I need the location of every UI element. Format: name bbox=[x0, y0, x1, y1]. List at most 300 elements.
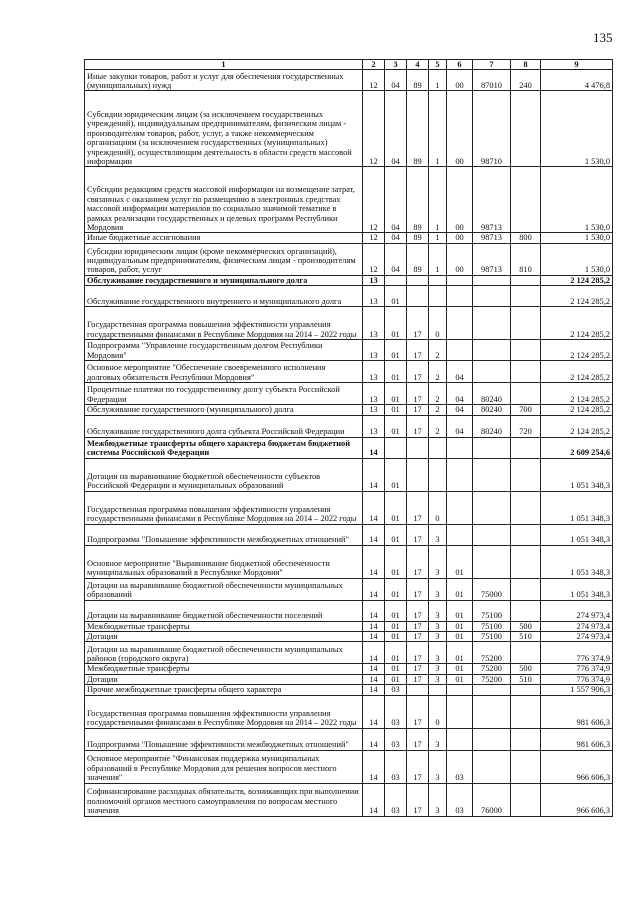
amount-cell: 776 374,9 bbox=[541, 642, 613, 664]
table-row bbox=[85, 621, 613, 631]
expense-type-cell bbox=[511, 783, 541, 816]
subsection-cell: 01 bbox=[385, 674, 407, 684]
program-cell bbox=[407, 275, 429, 285]
activity-cell: 04 bbox=[447, 405, 473, 415]
subprogram-cell: 1 bbox=[429, 91, 447, 167]
subprogram-cell: 0 bbox=[429, 695, 447, 728]
section-cell: 14 bbox=[363, 685, 385, 695]
subprogram-cell: 2 bbox=[429, 361, 447, 383]
direction-cell: 80240 bbox=[473, 383, 511, 405]
direction-cell: 75200 bbox=[473, 664, 511, 674]
subsection-cell: 04 bbox=[385, 70, 407, 91]
subsection-cell: 01 bbox=[385, 578, 407, 600]
amount-cell: 2 124 285,2 bbox=[541, 415, 613, 437]
subprogram-cell: 3 bbox=[429, 632, 447, 642]
subsection-cell: 03 bbox=[385, 783, 407, 816]
table-row bbox=[85, 600, 613, 621]
program-cell: 17 bbox=[407, 491, 429, 524]
row-name-cell: Государственная программа повышения эффективности управления государственными финансами в Республике Мордовия на 2014 – 2022 годы bbox=[85, 491, 363, 524]
row-name-cell: Межбюджетные трансферты bbox=[85, 621, 363, 631]
section-cell: 13 bbox=[363, 340, 385, 361]
row-name-cell: Основное мероприятие "Обеспечение своевременного исполнения долговых обязательств Республики Мордовия" bbox=[85, 361, 363, 383]
subprogram-cell bbox=[429, 286, 447, 307]
header-cell: 1 bbox=[85, 60, 363, 70]
amount-cell: 2 124 285,2 bbox=[541, 383, 613, 405]
subprogram-cell: 3 bbox=[429, 578, 447, 600]
direction-cell: 98713 bbox=[473, 243, 511, 275]
direction-cell: 80240 bbox=[473, 415, 511, 437]
amount-cell: 1 051 348,3 bbox=[541, 578, 613, 600]
section-cell: 14 bbox=[363, 545, 385, 578]
activity-cell: 01 bbox=[447, 632, 473, 642]
expense-type-cell bbox=[511, 91, 541, 167]
section-cell: 12 bbox=[363, 243, 385, 275]
subprogram-cell bbox=[429, 275, 447, 285]
program-cell: 17 bbox=[407, 783, 429, 816]
table-row bbox=[85, 405, 613, 415]
program-cell: 17 bbox=[407, 340, 429, 361]
row-name-cell: Основное мероприятие "Выравнивание бюджетной обеспеченности муниципальных образований в Республике Мордовия" bbox=[85, 545, 363, 578]
amount-cell: 1 051 348,3 bbox=[541, 491, 613, 524]
subprogram-cell: 3 bbox=[429, 545, 447, 578]
amount-cell: 981 606,3 bbox=[541, 695, 613, 728]
table-row bbox=[85, 307, 613, 340]
program-cell: 17 bbox=[407, 674, 429, 684]
direction-cell: 75100 bbox=[473, 621, 511, 631]
expense-type-cell bbox=[511, 545, 541, 578]
amount-cell: 274 973,4 bbox=[541, 621, 613, 631]
section-cell: 13 bbox=[363, 307, 385, 340]
activity-cell bbox=[447, 524, 473, 545]
expense-type-cell bbox=[511, 578, 541, 600]
program-cell: 17 bbox=[407, 545, 429, 578]
expense-type-cell bbox=[511, 600, 541, 621]
row-name-cell: Обслуживание государственного (муниципального) долга bbox=[85, 405, 363, 415]
table-row bbox=[85, 750, 613, 783]
section-cell: 14 bbox=[363, 728, 385, 750]
direction-cell bbox=[473, 458, 511, 491]
header-cell: 8 bbox=[511, 60, 541, 70]
table-row bbox=[85, 91, 613, 167]
activity-cell: 01 bbox=[447, 642, 473, 664]
table-row bbox=[85, 361, 613, 383]
activity-cell: 00 bbox=[447, 233, 473, 243]
expense-type-cell: 500 bbox=[511, 664, 541, 674]
subsection-cell: 03 bbox=[385, 728, 407, 750]
table-row bbox=[85, 233, 613, 243]
subsection-cell: 01 bbox=[385, 491, 407, 524]
subprogram-cell: 3 bbox=[429, 642, 447, 664]
activity-cell bbox=[447, 275, 473, 285]
direction-cell bbox=[473, 307, 511, 340]
direction-cell: 98710 bbox=[473, 91, 511, 167]
direction-cell bbox=[473, 361, 511, 383]
program-cell: 17 bbox=[407, 361, 429, 383]
row-name-cell: Дотации на выравнивание бюджетной обеспеченности муниципальных районов (городского округа) bbox=[85, 642, 363, 664]
program-cell: 17 bbox=[407, 578, 429, 600]
activity-cell: 00 bbox=[447, 70, 473, 91]
expense-type-cell bbox=[511, 524, 541, 545]
expense-type-cell: 510 bbox=[511, 674, 541, 684]
direction-cell bbox=[473, 545, 511, 578]
subprogram-cell: 3 bbox=[429, 674, 447, 684]
subsection-cell: 01 bbox=[385, 632, 407, 642]
subsection-cell: 01 bbox=[385, 286, 407, 307]
direction-cell: 75100 bbox=[473, 632, 511, 642]
expense-type-cell bbox=[511, 728, 541, 750]
table-row bbox=[85, 674, 613, 684]
table-row bbox=[85, 695, 613, 728]
direction-cell bbox=[473, 750, 511, 783]
activity-cell bbox=[447, 458, 473, 491]
expense-type-cell bbox=[511, 437, 541, 458]
section-cell: 14 bbox=[363, 664, 385, 674]
table-row bbox=[85, 524, 613, 545]
activity-cell: 04 bbox=[447, 383, 473, 405]
expense-type-cell: 810 bbox=[511, 243, 541, 275]
expense-type-cell bbox=[511, 361, 541, 383]
expense-type-cell bbox=[511, 695, 541, 728]
table-row bbox=[85, 545, 613, 578]
program-cell: 17 bbox=[407, 383, 429, 405]
row-name-cell: Иные бюджетные ассигнования bbox=[85, 233, 363, 243]
activity-cell: 01 bbox=[447, 600, 473, 621]
amount-cell: 2 124 285,2 bbox=[541, 286, 613, 307]
amount-cell: 2 124 285,2 bbox=[541, 340, 613, 361]
program-cell: 17 bbox=[407, 524, 429, 545]
program-cell bbox=[407, 286, 429, 307]
table-row bbox=[85, 642, 613, 664]
amount-cell: 2 609 254,6 bbox=[541, 437, 613, 458]
expense-type-cell bbox=[511, 286, 541, 307]
direction-cell: 98713 bbox=[473, 167, 511, 233]
row-name-cell: Подпрограмма "Повышение эффективности межбюджетных отношений" bbox=[85, 728, 363, 750]
expense-type-cell: 240 bbox=[511, 70, 541, 91]
expense-type-cell bbox=[511, 383, 541, 405]
activity-cell: 00 bbox=[447, 167, 473, 233]
amount-cell: 1 051 348,3 bbox=[541, 545, 613, 578]
row-name-cell: Дотации на выравнивание бюджетной обеспеченности муниципальных образований bbox=[85, 578, 363, 600]
program-cell bbox=[407, 458, 429, 491]
table-row bbox=[85, 728, 613, 750]
row-name-cell: Межбюджетные трансферты bbox=[85, 664, 363, 674]
row-name-cell: Процентные платежи по государственному долгу субъекта Российской Федерации bbox=[85, 383, 363, 405]
row-name-cell: Дотации bbox=[85, 674, 363, 684]
row-name-cell: Межбюджетные трансферты общего характера бюджетам бюджетной системы Российской Федерации bbox=[85, 437, 363, 458]
subprogram-cell: 3 bbox=[429, 783, 447, 816]
direction-cell bbox=[473, 491, 511, 524]
amount-cell: 2 124 285,2 bbox=[541, 307, 613, 340]
row-name-cell: Субсидии редакциям средств массовой информации на возмещение затрат, связанных с оказанием услуг по размещению в электронных средствах массовой информации материалов по социально значимой тематике в рамках реализации государственных и целевых программ Республики Мордовия bbox=[85, 167, 363, 233]
amount-cell: 274 973,4 bbox=[541, 600, 613, 621]
direction-cell: 75200 bbox=[473, 642, 511, 664]
activity-cell: 01 bbox=[447, 578, 473, 600]
section-cell: 14 bbox=[363, 674, 385, 684]
row-name-cell: Субсидии юридическим лицам (за исключением государственных учреждений), индивидуальным предпринимателям, физическим лицам - производителям товаров, работ, услуг, а также некоммерческим организациям (за исключением государственных (муниципальных) учреждений), осуществляющим деятельность в области средств массовой информации bbox=[85, 91, 363, 167]
table-row bbox=[85, 286, 613, 307]
subsection-cell: 04 bbox=[385, 233, 407, 243]
row-name-cell: Подпрограмма "Повышение эффективности межбюджетных отношений" bbox=[85, 524, 363, 545]
section-cell: 14 bbox=[363, 491, 385, 524]
section-cell: 13 bbox=[363, 286, 385, 307]
direction-cell bbox=[473, 275, 511, 285]
program-cell: 17 bbox=[407, 632, 429, 642]
direction-cell: 76000 bbox=[473, 783, 511, 816]
activity-cell: 03 bbox=[447, 750, 473, 783]
section-cell: 14 bbox=[363, 621, 385, 631]
subprogram-cell: 1 bbox=[429, 243, 447, 275]
activity-cell bbox=[447, 685, 473, 695]
header-cell: 3 bbox=[385, 60, 407, 70]
activity-cell: 00 bbox=[447, 91, 473, 167]
program-cell bbox=[407, 437, 429, 458]
section-cell: 14 bbox=[363, 695, 385, 728]
program-cell: 17 bbox=[407, 664, 429, 674]
amount-cell: 274 973,4 bbox=[541, 632, 613, 642]
amount-cell: 1 530,0 bbox=[541, 233, 613, 243]
subprogram-cell: 3 bbox=[429, 750, 447, 783]
expense-type-cell bbox=[511, 167, 541, 233]
subsection-cell: 01 bbox=[385, 415, 407, 437]
expense-type-cell bbox=[511, 307, 541, 340]
table-row bbox=[85, 415, 613, 437]
section-cell: 14 bbox=[363, 632, 385, 642]
row-name-cell: Дотации bbox=[85, 632, 363, 642]
subsection-cell bbox=[385, 275, 407, 285]
program-cell: 17 bbox=[407, 695, 429, 728]
amount-cell: 2 124 285,2 bbox=[541, 405, 613, 415]
subsection-cell bbox=[385, 437, 407, 458]
table-row bbox=[85, 578, 613, 600]
subsection-cell: 03 bbox=[385, 750, 407, 783]
header-cell: 9 bbox=[541, 60, 613, 70]
program-cell: 89 bbox=[407, 233, 429, 243]
table-row bbox=[85, 685, 613, 695]
table-row bbox=[85, 243, 613, 275]
table-row bbox=[85, 167, 613, 233]
subprogram-cell bbox=[429, 685, 447, 695]
activity-cell bbox=[447, 728, 473, 750]
table-row bbox=[85, 70, 613, 91]
direction-cell bbox=[473, 728, 511, 750]
activity-cell: 00 bbox=[447, 243, 473, 275]
row-name-cell: Прочие межбюджетные трансферты общего характера bbox=[85, 685, 363, 695]
direction-cell: 87010 bbox=[473, 70, 511, 91]
expense-type-cell bbox=[511, 458, 541, 491]
section-cell: 14 bbox=[363, 783, 385, 816]
section-cell: 12 bbox=[363, 91, 385, 167]
expense-type-cell: 500 bbox=[511, 621, 541, 631]
amount-cell: 1 557 906,3 bbox=[541, 685, 613, 695]
program-cell: 17 bbox=[407, 750, 429, 783]
row-name-cell: Иные закупки товаров, работ и услуг для обеспечения государственных (муниципальных) нужд bbox=[85, 70, 363, 91]
row-name-cell: Государственная программа повышения эффективности управления государственными финансами в Республике Мордовия на 2014 – 2022 годы bbox=[85, 695, 363, 728]
section-cell: 13 bbox=[363, 405, 385, 415]
header-cell: 2 bbox=[363, 60, 385, 70]
subprogram-cell: 3 bbox=[429, 728, 447, 750]
direction-cell: 75100 bbox=[473, 600, 511, 621]
row-name-cell: Обслуживание государственного долга субъекта Российской Федерации bbox=[85, 415, 363, 437]
activity-cell: 01 bbox=[447, 621, 473, 631]
expense-type-cell: 700 bbox=[511, 405, 541, 415]
amount-cell: 966 606,3 bbox=[541, 783, 613, 816]
direction-cell bbox=[473, 524, 511, 545]
subprogram-cell bbox=[429, 458, 447, 491]
row-name-cell: Субсидии юридическим лицам (кроме некоммерческих организаций), индивидуальным предпринимателям, физическим лицам - производителям товаров, работ, услуг bbox=[85, 243, 363, 275]
activity-cell bbox=[447, 695, 473, 728]
activity-cell bbox=[447, 340, 473, 361]
activity-cell: 04 bbox=[447, 415, 473, 437]
table-row bbox=[85, 783, 613, 816]
header-cell: 5 bbox=[429, 60, 447, 70]
expense-type-cell: 510 bbox=[511, 632, 541, 642]
subsection-cell: 01 bbox=[385, 545, 407, 578]
subsection-cell: 01 bbox=[385, 307, 407, 340]
program-cell bbox=[407, 685, 429, 695]
subprogram-cell: 1 bbox=[429, 233, 447, 243]
amount-cell: 1 051 348,3 bbox=[541, 458, 613, 491]
subprogram-cell: 1 bbox=[429, 70, 447, 91]
activity-cell bbox=[447, 307, 473, 340]
subprogram-cell: 3 bbox=[429, 664, 447, 674]
direction-cell: 75200 bbox=[473, 674, 511, 684]
row-name-cell: Дотации на выравнивание бюджетной обеспеченности субъектов Российской Федерации и муниципальных образований bbox=[85, 458, 363, 491]
subsection-cell: 01 bbox=[385, 405, 407, 415]
section-cell: 13 bbox=[363, 415, 385, 437]
program-cell: 17 bbox=[407, 621, 429, 631]
activity-cell: 01 bbox=[447, 664, 473, 674]
subprogram-cell: 0 bbox=[429, 307, 447, 340]
section-cell: 14 bbox=[363, 642, 385, 664]
table-header-row bbox=[85, 60, 613, 70]
expense-type-cell bbox=[511, 340, 541, 361]
section-cell: 12 bbox=[363, 167, 385, 233]
subprogram-cell: 3 bbox=[429, 621, 447, 631]
program-cell: 89 bbox=[407, 91, 429, 167]
direction-cell bbox=[473, 286, 511, 307]
amount-cell: 1 530,0 bbox=[541, 167, 613, 233]
section-cell: 13 bbox=[363, 275, 385, 285]
section-cell: 14 bbox=[363, 578, 385, 600]
program-cell: 17 bbox=[407, 415, 429, 437]
amount-cell: 966 606,3 bbox=[541, 750, 613, 783]
subprogram-cell bbox=[429, 437, 447, 458]
table-row bbox=[85, 383, 613, 405]
table-row bbox=[85, 437, 613, 458]
amount-cell: 776 374,9 bbox=[541, 674, 613, 684]
table-row bbox=[85, 632, 613, 642]
section-cell: 14 bbox=[363, 750, 385, 783]
row-name-cell: Обслуживание государственного внутреннего и муниципального долга bbox=[85, 286, 363, 307]
subprogram-cell: 2 bbox=[429, 340, 447, 361]
expense-type-cell bbox=[511, 750, 541, 783]
header-cell: 7 bbox=[473, 60, 511, 70]
program-cell: 17 bbox=[407, 728, 429, 750]
program-cell: 89 bbox=[407, 70, 429, 91]
expense-type-cell bbox=[511, 642, 541, 664]
subsection-cell: 03 bbox=[385, 685, 407, 695]
direction-cell bbox=[473, 685, 511, 695]
direction-cell bbox=[473, 340, 511, 361]
table-row bbox=[85, 458, 613, 491]
section-cell: 14 bbox=[363, 437, 385, 458]
table-row bbox=[85, 491, 613, 524]
amount-cell: 2 124 285,2 bbox=[541, 361, 613, 383]
activity-cell: 01 bbox=[447, 545, 473, 578]
subsection-cell: 01 bbox=[385, 600, 407, 621]
activity-cell bbox=[447, 286, 473, 307]
activity-cell: 03 bbox=[447, 783, 473, 816]
subprogram-cell: 1 bbox=[429, 167, 447, 233]
header-cell: 4 bbox=[407, 60, 429, 70]
section-cell: 13 bbox=[363, 383, 385, 405]
subsection-cell: 04 bbox=[385, 91, 407, 167]
direction-cell: 98713 bbox=[473, 233, 511, 243]
subsection-cell: 04 bbox=[385, 167, 407, 233]
table-row bbox=[85, 275, 613, 285]
subsection-cell: 01 bbox=[385, 361, 407, 383]
subsection-cell: 03 bbox=[385, 695, 407, 728]
row-name-cell: Государственная программа повышения эффективности управления государственными финансами в Республике Мордовия на 2014 – 2022 годы bbox=[85, 307, 363, 340]
table-row bbox=[85, 340, 613, 361]
expense-type-cell bbox=[511, 685, 541, 695]
activity-cell bbox=[447, 437, 473, 458]
amount-cell: 1 051 348,3 bbox=[541, 524, 613, 545]
subsection-cell: 04 bbox=[385, 243, 407, 275]
subprogram-cell: 0 bbox=[429, 491, 447, 524]
subsection-cell: 01 bbox=[385, 340, 407, 361]
section-cell: 12 bbox=[363, 70, 385, 91]
subsection-cell: 01 bbox=[385, 524, 407, 545]
table-row bbox=[85, 664, 613, 674]
direction-cell bbox=[473, 437, 511, 458]
amount-cell: 1 530,0 bbox=[541, 91, 613, 167]
row-name-cell: Подпрограмма "Управление государственным долгом Республики Мордовия" bbox=[85, 340, 363, 361]
activity-cell: 01 bbox=[447, 674, 473, 684]
expense-type-cell: 720 bbox=[511, 415, 541, 437]
section-cell: 14 bbox=[363, 600, 385, 621]
page-number: 135 bbox=[593, 30, 613, 45]
program-cell: 17 bbox=[407, 600, 429, 621]
row-name-cell: Обслуживание государственного и муниципального долга bbox=[85, 275, 363, 285]
subsection-cell: 01 bbox=[385, 664, 407, 674]
expense-type-cell bbox=[511, 491, 541, 524]
direction-cell bbox=[473, 695, 511, 728]
direction-cell: 75000 bbox=[473, 578, 511, 600]
budget-table bbox=[84, 59, 613, 817]
subprogram-cell: 2 bbox=[429, 405, 447, 415]
amount-cell: 4 476,8 bbox=[541, 70, 613, 91]
program-cell: 17 bbox=[407, 307, 429, 340]
subprogram-cell: 2 bbox=[429, 415, 447, 437]
subprogram-cell: 3 bbox=[429, 600, 447, 621]
amount-cell: 2 124 285,2 bbox=[541, 275, 613, 285]
subprogram-cell: 3 bbox=[429, 524, 447, 545]
subsection-cell: 01 bbox=[385, 383, 407, 405]
program-cell: 89 bbox=[407, 167, 429, 233]
subsection-cell: 01 bbox=[385, 642, 407, 664]
amount-cell: 1 530,0 bbox=[541, 243, 613, 275]
activity-cell bbox=[447, 491, 473, 524]
row-name-cell: Основное мероприятие "Финансовая поддержка муниципальных образований в Республике Мордовия для решения вопросов местного значения" bbox=[85, 750, 363, 783]
section-cell: 13 bbox=[363, 361, 385, 383]
section-cell: 12 bbox=[363, 233, 385, 243]
expense-type-cell: 800 bbox=[511, 233, 541, 243]
program-cell: 17 bbox=[407, 642, 429, 664]
section-cell: 14 bbox=[363, 458, 385, 491]
row-name-cell: Дотации на выравнивание бюджетной обеспеченности поселений bbox=[85, 600, 363, 621]
program-cell: 17 bbox=[407, 405, 429, 415]
